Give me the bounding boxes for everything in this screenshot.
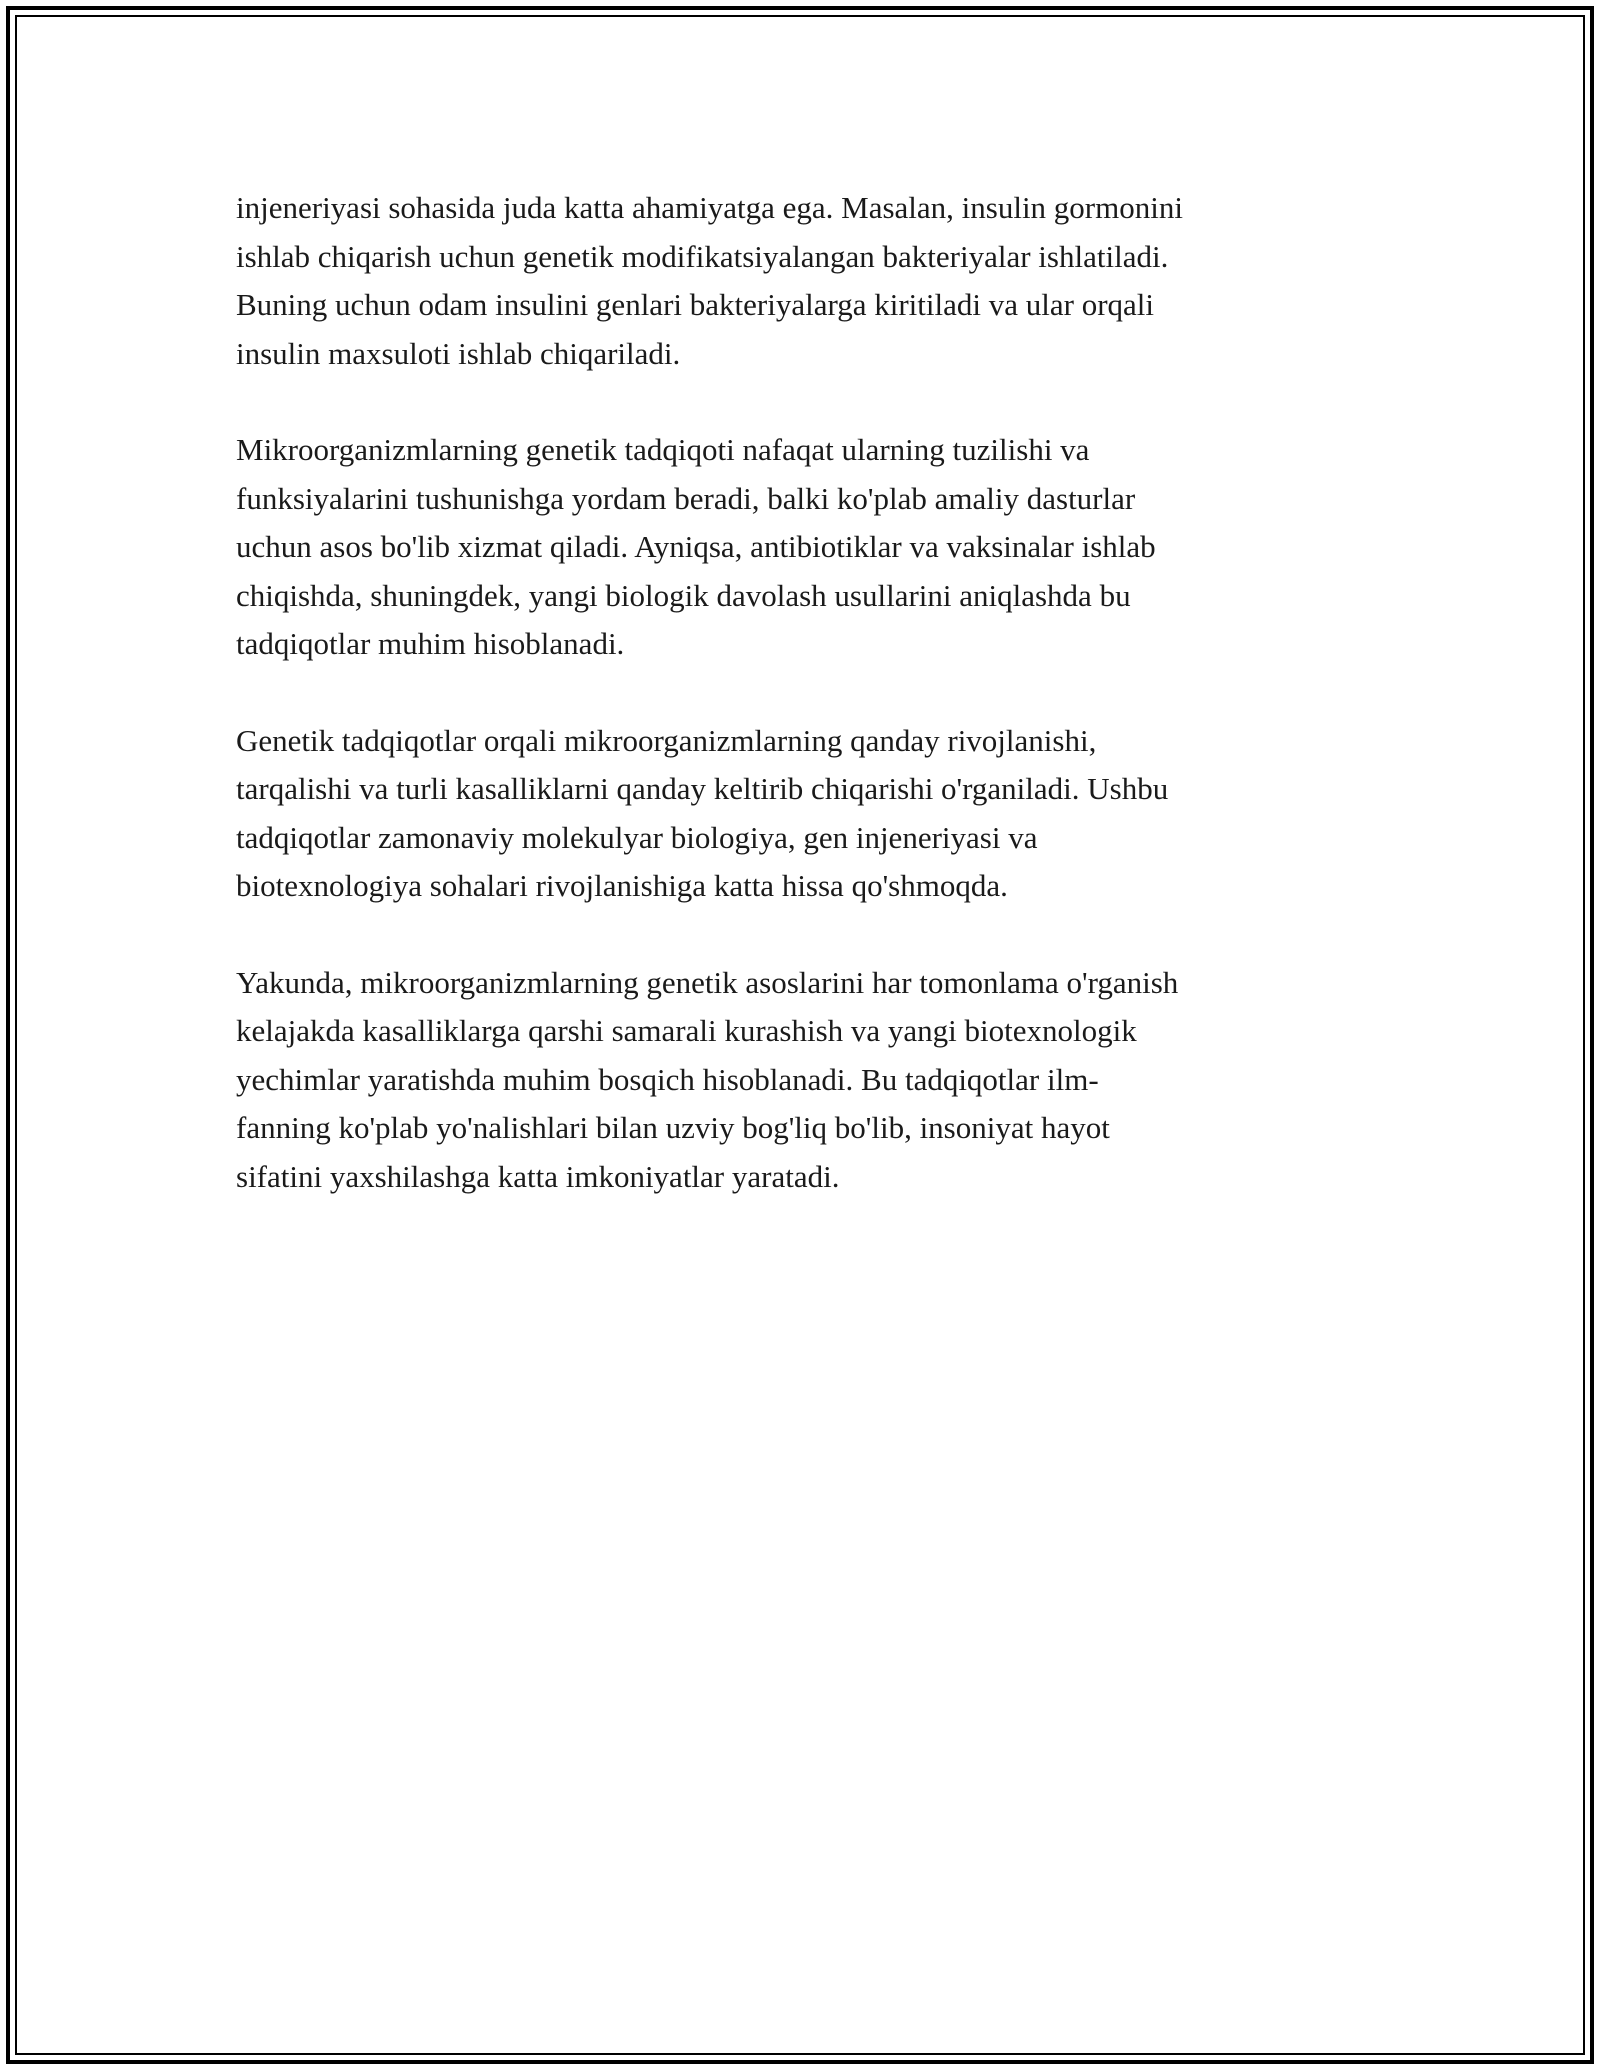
text-line: tadqiqotlar zamonaviy molekulyar biologiya, gen injeneriyasi va <box>236 819 1038 855</box>
text-line: fanning ko'plab yo'nalishlari bilan uzviy bog'liq bo'lib, insoniyat hayot <box>236 1110 1110 1145</box>
text-line: insulin maxsuloti ishlab chiqariladi. <box>236 335 681 371</box>
text-line: Mikroorganizmlarning genetik tadqiqoti nafaqat ularning tuzilishi va <box>236 432 1090 467</box>
text-line: uchun asos bo'lib xizmat qiladi. Ayniqsa, antibiotiklar va vaksinalar ishlab <box>236 529 1156 564</box>
paragraph <box>236 717 1366 911</box>
text-line: yechimlar yaratishda muhim bosqich hisoblanadi. Bu tadqiqotlar ilm- <box>236 1061 1099 1097</box>
text-line: funksiyalarini tushunishga yordam beradi, balki ko'plab amaliy dasturlar <box>236 480 1136 516</box>
text-line: Buning uchun odam insulini genlari bakteriyalarga kiritiladi va ular orqali <box>236 287 1154 322</box>
text-line: chiqishda, shuningdek, yangi biologik davolash usullarini aniqlashda bu <box>236 577 1131 613</box>
text-line: biotexnologiya sohalari rivojlanishiga katta hissa qo'shmoqda. <box>236 868 1008 903</box>
text-line: kelajakda kasalliklarga qarshi samarali kurashish va yangi biotexnologik <box>236 1013 1137 1048</box>
text-line: tadqiqotlar muhim hisoblanadi. <box>236 626 625 661</box>
paragraph <box>236 426 1366 669</box>
paragraph <box>236 184 1366 378</box>
paragraph <box>236 959 1366 1202</box>
text-line: ishlab chiqarish uchun genetik modifikatsiyalangan bakteriyalar ishlatiladi. <box>236 238 1169 274</box>
text-line: sifatini yaxshilashga katta imkoniyatlar yaratadi. <box>236 1158 840 1194</box>
text-line: Genetik tadqiqotlar orqali mikroorganizmlarning qanday rivojlanishi, <box>236 722 1097 758</box>
text-line: tarqalishi va turli kasalliklarni qanday keltirib chiqarishi o'rganiladi. Ushbu <box>236 771 1169 806</box>
document-body <box>236 184 1366 1249</box>
text-line: Yakunda, mikroorganizmlarning genetik asoslarini har tomonlama o'rganish <box>236 964 1179 1000</box>
text-line: injeneriyasi sohasida juda katta ahamiyatga ega. Masalan, insulin gormonini <box>236 190 1183 225</box>
